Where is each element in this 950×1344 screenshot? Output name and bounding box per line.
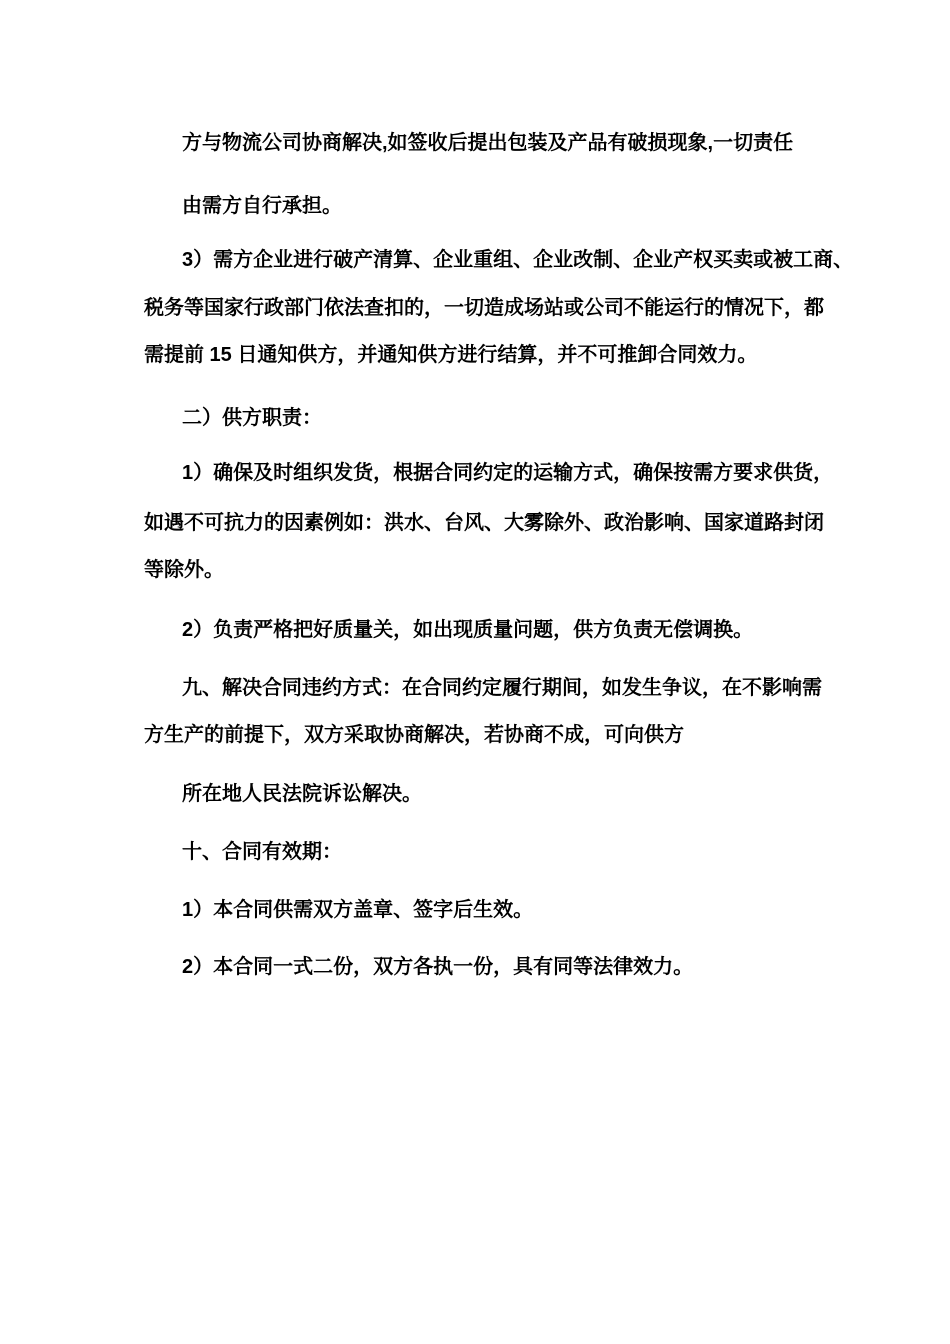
article-9-line: 九、解决合同违约方式：在合同约定履行期间，如发生争议，在不影响需	[182, 677, 822, 699]
paragraph-line: 由需方自行承担。	[182, 195, 342, 217]
section-heading-line: 二）供方职责：	[182, 407, 322, 429]
clause-3-line: 税务等国家行政部门依法查扣的，一切造成场站或公司不能运行的情况下，都	[144, 297, 824, 319]
clause-1-line: 1）本合同供需双方盖章、签字后生效。	[182, 899, 534, 921]
article-9-line: 所在地人民法院诉讼解决。	[182, 783, 422, 805]
clause-1-line: 如遇不可抗力的因素例如：洪水、台风、大雾除外、政治影响、国家道路封闭	[144, 512, 824, 534]
clause-2-line: 2）本合同一式二份，双方各执一份，具有同等法律效力。	[182, 956, 694, 978]
clause-3-line: 3）需方企业进行破产清算、企业重组、企业改制、企业产权买卖或被工商、	[182, 249, 854, 271]
paragraph-line: 方与物流公司协商解决,如签收后提出包装及产品有破损现象,一切责任	[182, 132, 794, 154]
article-9-line: 方生产的前提下，双方采取协商解决，若协商不成，可向供方	[144, 724, 684, 746]
clause-1-line: 等除外。	[144, 559, 224, 581]
clause-2-line: 2）负责严格把好质量关，如出现质量问题，供方负责无偿调换。	[182, 619, 754, 641]
section-heading-line: 十、合同有效期：	[182, 841, 342, 863]
clause-3-line: 需提前 15 日通知供方，并通知供方进行结算，并不可推卸合同效力。	[144, 344, 758, 366]
clause-1-line: 1）确保及时组织发货，根据合同约定的运输方式，确保按需方要求供货，	[182, 462, 834, 484]
